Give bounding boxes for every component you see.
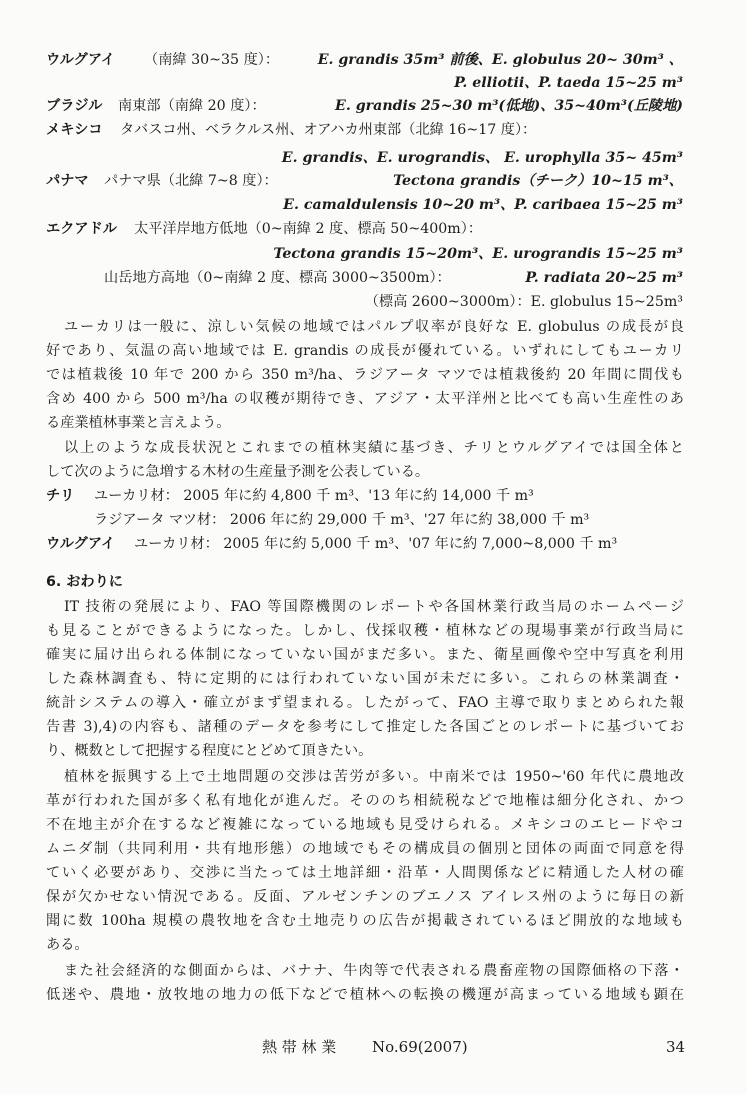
growth-panama-1: Tectona grandis（チーク）10~15 m³、 — [393, 173, 683, 189]
growth-ecuador-lowland: Tectona grandis 15~20m³、E. urograndis 15~25 m³ — [273, 246, 683, 262]
growth-uruguay-2: P. elliotii、P. taeda 15~25 m³ — [454, 75, 683, 91]
forecast-country-chile: チリ — [46, 488, 75, 504]
para2-line1: 以上のような成長状況とこれまでの植林実績に基づき、チリとウルグアイでは国全体と — [64, 440, 684, 456]
country-uruguay: ウルグアイ — [46, 52, 115, 68]
region-uruguay: （南緯 30~35 度）： — [144, 52, 280, 68]
para5-line1: また社会経済的な側面からは、バナナ、牛肉等で代表される農畜産物の国際価格の下落・ — [64, 963, 684, 979]
growth-mexico: E. grandis、E. urograndis、 E. urophylla 35~ 45m³ — [281, 150, 683, 166]
country-brazil: ブラジル — [46, 98, 103, 114]
country-panama: パナマ — [46, 173, 89, 189]
para1-line1: ユーカリは一般に、涼しい気候の地域ではパルプ収率が良好な E. globulus の成長が良 — [64, 319, 684, 335]
para4-line7: 聞に数 100ha 規模の農牧地を含む土地売りの広告が掲載されているほど開放的な地域も — [46, 913, 684, 929]
growth-ecuador-highland-2: （標高 2600~3000m）：E. globulus 15~25m³ — [364, 294, 683, 310]
forecast-chile-eucalyptus: ユーカリ材： 2005 年に約 4,800 千 m³、'13 年に約 14,000 千 m³ — [94, 488, 534, 504]
growth-panama-2: E. camaldulensis 10~20 m³、P. caribaea 15~25 m³ — [283, 197, 683, 213]
para4-line3: 不在地主が介在するなど複雑になっている地域も見受けられる。メキシコのエヒードやコ — [46, 817, 684, 833]
para1-line4: 含め 400 から 500 m³/ha の収穫が期待でき、アジア・太平洋州と比べても高い生産性のあ — [46, 391, 684, 407]
country-ecuador: エクアドル — [46, 221, 117, 237]
para3-line4: した森林調査も、特に定期的には行われていない国が未だに多い。これらの林業調査・ — [46, 671, 684, 687]
para2-line2: して次のように急増する木材の生産量予測を公表している。 — [46, 464, 430, 480]
growth-brazil: E. grandis 25~30 m³(低地)、35~40m³(丘陵地) — [335, 98, 683, 114]
para4-line6: 保が欠かせない情況である。反面、アルゼンチンのブエノス アイレス州のように毎日の新 — [46, 889, 684, 905]
para4-line5: ていく必要があり、交渉に当たっては土地詳細・沿革・人間関係などに精通した人材の確 — [46, 865, 684, 881]
para1-line2: 好であり、気温の高い地域では E. grandis の成長が優れている。いずれにしてもユーカリ — [46, 343, 684, 359]
para3-line5: 統計システムの導入・確立がまず望まれる。したがって、FAO 主導で取りまとめられた報 — [46, 695, 684, 711]
footer-journal: 熱 帯 林 業 — [262, 1038, 337, 1056]
para4-line4: ムニダ制（共同利用・共有地形態）の地域でもその構成員の個別と団体の両面で同意を得 — [46, 841, 684, 857]
para3-line2: も見ることができるようになった。しかし、伐採収穫・植林などの現場事業が行政当局に — [46, 623, 684, 639]
para3-line6: 告書 3),4)の内容も、諸種のデータを参考にして推定した各国ごとのレポートに基づいてお — [46, 719, 684, 735]
region-brazil: 南東部（南緯 20 度）： — [118, 98, 266, 114]
forecast-uruguay-eucalyptus: ユーカリ材： 2005 年に約 5,000 千 m³、'07 年に約 7,000~8,000 千 m³ — [134, 536, 618, 552]
growth-ecuador-highland-1: P. radiata 20~25 m³ — [525, 270, 683, 286]
region-ecuador-highland: 山岳地方高地（0~南緯 2 度、標高 3000~3500m）： — [104, 270, 451, 286]
para3-line3: 確実に届け出られる体制になっていない国がまだ多い。また、衛星画像や空中写真を利用 — [46, 647, 684, 663]
forecast-country-uruguay: ウルグアイ — [46, 536, 115, 552]
para1-line5: る産業植林事業と言えよう。 — [46, 415, 231, 431]
para4-line8: ある。 — [46, 937, 89, 953]
para5-line2: 低迷や、農地・放牧地の地力の低下などで植林への転換の機運が高まっている地域も顕在 — [46, 987, 684, 1003]
para4-line1: 植林を振興する上で土地問題の交渉は苦労が多い。中南米では 1950~'60 年代に農地改 — [64, 769, 684, 785]
forecast-chile-radiata: ラジアータ マツ材： 2006 年に約 29,000 千 m³、'27 年に約 38,000 千 m³ — [94, 512, 590, 528]
footer-page-number: 34 — [666, 1038, 686, 1056]
para3-line7: り、概数として把握する程度にとどめて頂きたい。 — [46, 743, 373, 759]
region-ecuador-lowland: 太平洋岸地方低地（0~南緯 2 度、標高 50~400m）： — [134, 221, 483, 237]
country-mexico: メキシコ — [46, 122, 103, 138]
region-mexico: タバスコ州、ベラクルス州、オアハカ州東部（北緯 16~17 度）： — [120, 122, 537, 138]
para4-line2: 革が行われた国が多く私有地化が進んだ。そののち相続税などで地権は細分化され、かつ — [46, 793, 684, 809]
region-panama: パナマ県（北緯 7~8 度）： — [104, 173, 278, 189]
growth-uruguay-1: E. grandis 35m³ 前後、E. globulus 20~ 30m³ 、 — [317, 52, 683, 68]
para1-line3: では植栽後 10 年で 200 から 350 m³/ha、ラジアータ マツでは植栽後約 20 年間に間伐も — [46, 367, 684, 383]
section-heading: 6. おわりに — [46, 574, 123, 590]
footer-issue: No.69(2007) — [372, 1038, 468, 1056]
para3-line1: IT 技術の発展により、FAO 等国際機関のレポートや各国林業行政当局のホームページ — [64, 599, 684, 615]
